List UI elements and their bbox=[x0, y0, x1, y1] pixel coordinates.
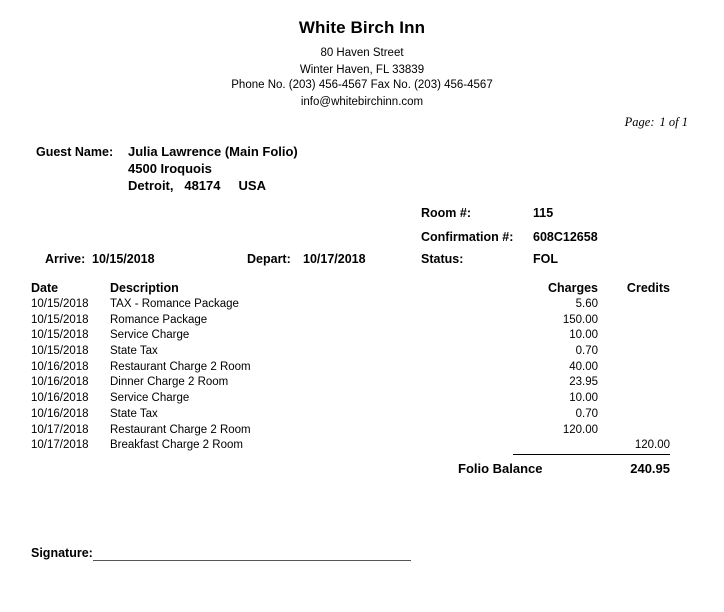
confirmation-number-label: Confirmation #: bbox=[421, 230, 514, 244]
column-header-credits: Credits bbox=[626, 281, 670, 295]
row-date: 10/16/2018 bbox=[31, 392, 89, 405]
row-charge: 150.00 bbox=[562, 313, 598, 326]
row-date: 10/16/2018 bbox=[31, 407, 89, 420]
status-label: Status: bbox=[421, 252, 464, 266]
row-description: Service Charge bbox=[110, 329, 190, 342]
row-charge: 10.00 bbox=[569, 329, 598, 342]
row-date: 10/15/2018 bbox=[31, 298, 89, 310]
row-description: State Tax bbox=[110, 345, 158, 358]
table-row bbox=[0, 298, 724, 314]
status-value: FOL bbox=[533, 252, 558, 266]
table-row bbox=[0, 314, 724, 330]
table-row bbox=[0, 439, 724, 455]
hotel-email: info@whitebirchinn.com bbox=[300, 96, 424, 108]
row-charge: 120.00 bbox=[562, 423, 598, 436]
column-header-date: Date bbox=[31, 281, 59, 295]
confirmation-number-value: 608C12658 bbox=[533, 230, 598, 244]
table-row bbox=[0, 361, 724, 377]
table-row bbox=[0, 408, 724, 424]
row-description: Restaurant Charge 2 Room bbox=[110, 423, 251, 436]
guest-name-value: Julia Lawrence (Main Folio) bbox=[128, 144, 298, 159]
table-row bbox=[0, 424, 724, 440]
row-date: 10/15/2018 bbox=[31, 345, 89, 358]
arrive-date: 10/15/2018 bbox=[92, 252, 155, 266]
guest-address-line: 4500 Iroquois bbox=[128, 161, 212, 176]
row-description: Service Charge bbox=[110, 392, 190, 405]
row-date: 10/15/2018 bbox=[31, 313, 89, 326]
signature-label: Signature: bbox=[31, 546, 93, 560]
table-row bbox=[0, 376, 724, 392]
row-date: 10/17/2018 bbox=[31, 439, 89, 452]
row-charge: 5.60 bbox=[575, 298, 598, 310]
page-indicator-value: 1 of 1 bbox=[659, 115, 688, 129]
guest-name-label: Guest Name: bbox=[36, 145, 114, 159]
room-number-value: 115 bbox=[533, 206, 554, 220]
row-description: Romance Package bbox=[110, 313, 208, 326]
column-header-description: Description bbox=[110, 281, 179, 295]
hotel-address-line-2: Winter Haven, FL 33839 bbox=[299, 64, 425, 76]
row-date: 10/16/2018 bbox=[31, 360, 89, 373]
table-row bbox=[0, 329, 724, 345]
depart-date: 10/17/2018 bbox=[303, 252, 366, 266]
page-indicator-label: Page: bbox=[624, 115, 655, 129]
signature-line bbox=[93, 560, 411, 561]
guest-city-state-country: Detroit, 48174 USA bbox=[128, 178, 266, 193]
row-charge: 10.00 bbox=[569, 392, 598, 405]
row-date: 10/17/2018 bbox=[31, 423, 89, 436]
row-charge: 40.00 bbox=[569, 360, 598, 373]
row-date: 10/16/2018 bbox=[31, 376, 89, 389]
transaction-list bbox=[0, 298, 724, 455]
depart-label: Depart: bbox=[247, 252, 291, 266]
folio-balance-label: Folio Balance bbox=[458, 461, 543, 476]
row-credit: 120.00 bbox=[634, 439, 670, 452]
room-number-label: Room #: bbox=[421, 206, 471, 220]
hotel-name: White Birch Inn bbox=[298, 18, 426, 37]
row-date: 10/15/2018 bbox=[31, 329, 89, 342]
row-charge: 23.95 bbox=[569, 376, 598, 389]
page-indicator bbox=[625, 115, 688, 130]
row-description: Restaurant Charge 2 Room bbox=[110, 360, 251, 373]
hotel-address-line-1: 80 Haven Street bbox=[320, 47, 404, 59]
table-row bbox=[0, 345, 724, 361]
row-charge: 0.70 bbox=[575, 345, 598, 358]
hotel-contact-line: Phone No. (203) 456-4567 Fax No. (203) 456-4567 bbox=[231, 79, 493, 91]
row-description: State Tax bbox=[110, 407, 158, 420]
totals-divider bbox=[513, 454, 670, 455]
table-row bbox=[0, 392, 724, 408]
row-description: TAX - Romance Package bbox=[110, 298, 239, 310]
column-header-charges: Charges bbox=[547, 281, 598, 295]
arrive-label: Arrive: bbox=[45, 252, 86, 266]
row-description: Dinner Charge 2 Room bbox=[110, 376, 229, 389]
row-charge: 0.70 bbox=[575, 407, 598, 420]
folio-balance-value: 240.95 bbox=[630, 461, 670, 476]
row-description: Breakfast Charge 2 Room bbox=[110, 439, 243, 452]
